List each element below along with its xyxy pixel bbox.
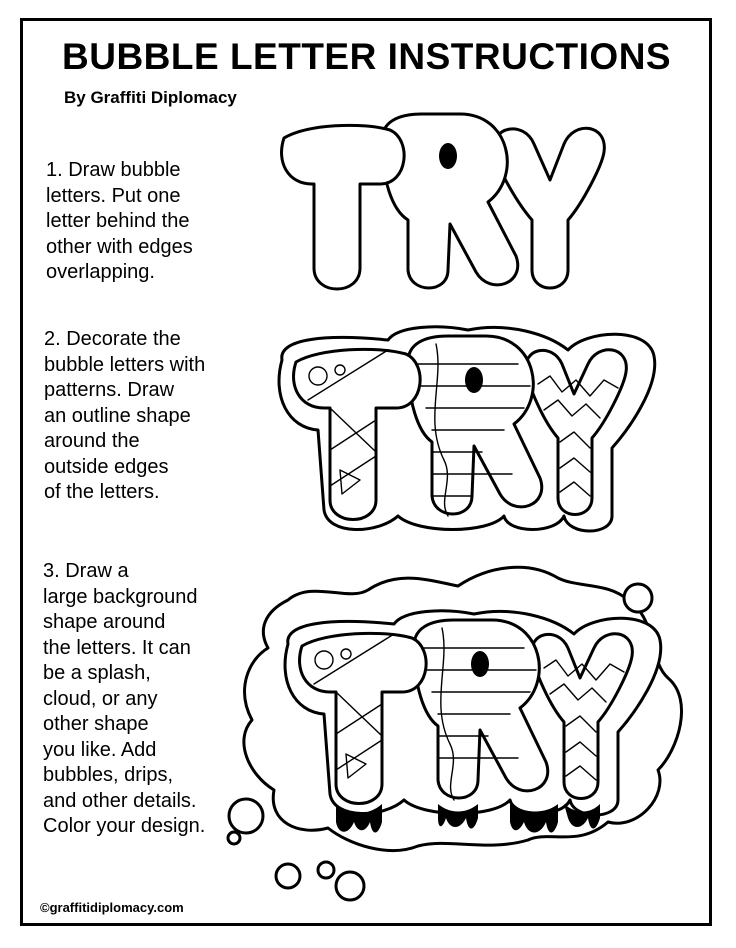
step-1-text: 1. Draw bubble letters. Put one letter behind the other with edges overlapping.	[46, 159, 193, 283]
step-2-text: 2. Decorate the bubble letters with patterns. Draw an outline shape around the outside edges of the letters.	[44, 328, 206, 503]
r-counter-hole	[471, 651, 489, 677]
author-byline: By Graffiti Diplomacy	[64, 88, 237, 107]
copyright-footer: ©graffitidiplomacy.com	[40, 900, 184, 915]
step-3-final-design	[228, 560, 698, 890]
page-title: BUBBLE LETTER INSTRUCTIONS	[62, 36, 672, 77]
bubble-1	[624, 584, 652, 612]
bubble-3	[228, 832, 240, 844]
r-counter-hole	[439, 143, 457, 169]
step-3-text: 3. Draw a large background shape around the letters. It can be a splash, cloud, or any other shape you like. Add bubbles, drips, and other details. Color your design.	[43, 560, 206, 837]
r-counter-hole	[465, 367, 483, 393]
bubble-2	[229, 799, 263, 833]
step-1-bubble-letters	[262, 100, 642, 300]
step-2-decorated-letters	[268, 320, 668, 540]
bubble-5	[318, 862, 334, 878]
letter-r-shape	[382, 114, 518, 288]
letter-t-shape	[282, 125, 405, 289]
bubble-6	[336, 872, 364, 900]
bubble-4	[276, 864, 300, 888]
